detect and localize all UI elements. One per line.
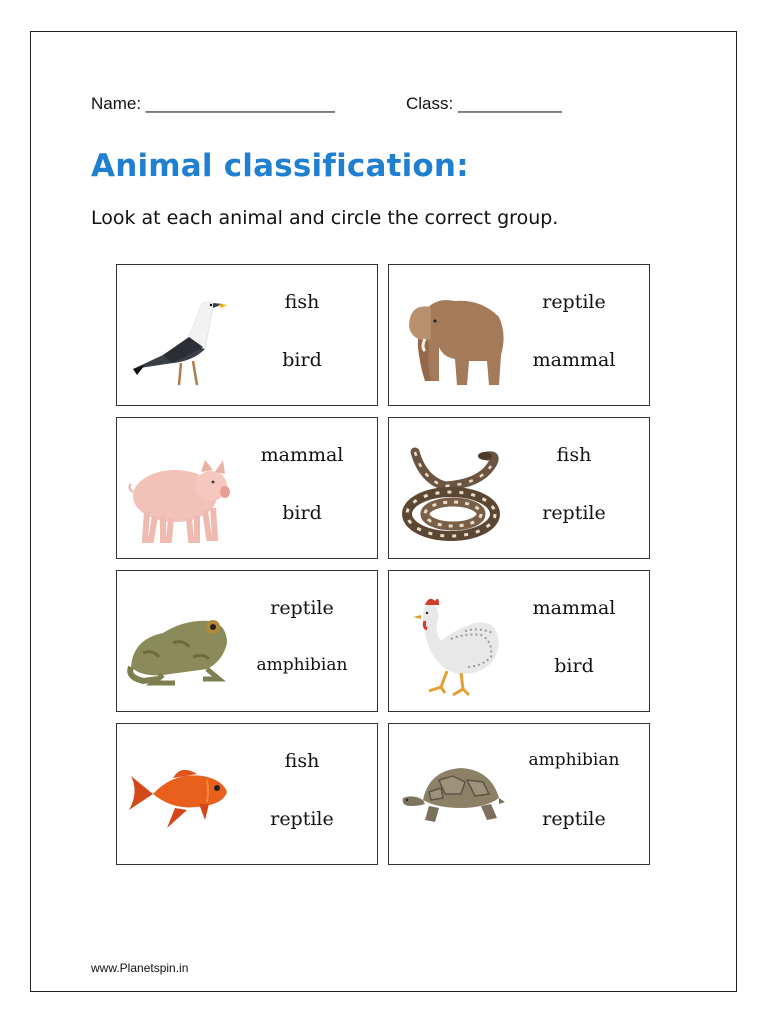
worksheet-page (30, 31, 737, 992)
pig-icon (123, 430, 235, 548)
elephant-icon (395, 277, 507, 395)
option-mammal[interactable]: mammal (532, 349, 616, 371)
tortoise-icon (395, 736, 507, 854)
option-amphibian[interactable]: amphibian (528, 750, 620, 770)
option-mammal[interactable]: mammal (532, 597, 616, 619)
instructions: Look at each animal and circle the correct group. (91, 207, 559, 229)
frog-icon (123, 583, 235, 701)
option-bird[interactable]: bird (282, 502, 322, 524)
animal-card-snake (388, 417, 650, 559)
option-amphibian[interactable]: amphibian (256, 655, 348, 675)
animal-card-seagull (116, 264, 378, 406)
option-mammal[interactable]: mammal (260, 444, 344, 466)
option-reptile[interactable]: reptile (542, 502, 606, 524)
option-fish[interactable]: fish (284, 291, 320, 313)
option-bird[interactable]: bird (554, 655, 594, 677)
option-reptile[interactable]: reptile (542, 808, 606, 830)
snake-icon (395, 430, 507, 548)
animal-card-hen (388, 570, 650, 712)
goldfish-icon (123, 736, 235, 854)
option-bird[interactable]: bird (282, 349, 322, 371)
class-field: Class: ___________ (406, 94, 562, 113)
option-reptile[interactable]: reptile (270, 808, 334, 830)
option-reptile[interactable]: reptile (542, 291, 606, 313)
option-fish[interactable]: fish (556, 444, 592, 466)
animal-card-frog (116, 570, 378, 712)
worksheet-title: Animal classification: (91, 148, 469, 184)
option-reptile[interactable]: reptile (270, 597, 334, 619)
option-fish[interactable]: fish (284, 750, 320, 772)
animal-card-goldfish (116, 723, 378, 865)
animal-card-tortoise (388, 723, 650, 865)
footer-website: www.Planetspin.in (91, 961, 189, 975)
name-field: Name: ____________________ (91, 94, 335, 113)
hen-icon (395, 583, 507, 701)
animal-card-elephant (388, 264, 650, 406)
animal-card-pig (116, 417, 378, 559)
seagull-icon (123, 277, 235, 395)
